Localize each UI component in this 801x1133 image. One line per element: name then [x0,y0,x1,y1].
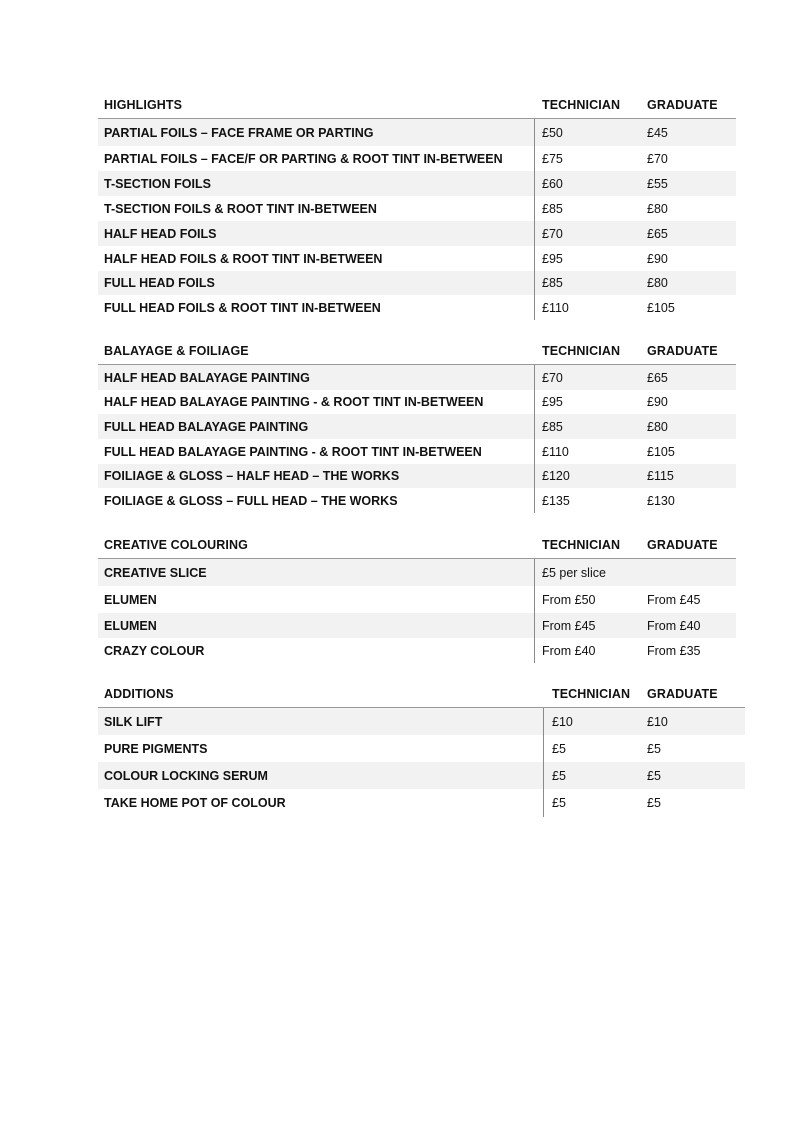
service-name: FULL HEAD FOILS & ROOT TINT IN-BETWEEN [104,300,381,315]
price-table [98,558,736,663]
table-row [98,488,736,513]
service-name: FULL HEAD BALAYAGE PAINTING - & ROOT TINT IN-BETWEEN [104,444,482,459]
technician-price: £75 [542,151,563,166]
table-row [98,246,736,271]
service-name: T-SECTION FOILS [104,176,211,191]
table-row [98,119,736,146]
technician-price: £60 [542,176,563,191]
graduate-price: £105 [647,444,675,459]
section-highlights [98,94,736,320]
table-row [98,586,736,613]
service-name: TAKE HOME POT OF COLOUR [104,796,286,810]
technician-price: £110 [542,444,569,459]
service-name: SILK LIFT [104,714,163,729]
table-row [98,196,736,221]
technician-price: £70 [542,370,563,385]
graduate-price: From £40 [647,618,701,633]
column-header-graduate: GRADUATE [647,344,718,358]
technician-price: £70 [542,226,563,241]
technician-price: £5 [552,796,566,810]
section-header [98,534,736,558]
column-header-technician: TECHNICIAN [542,538,621,552]
section-header [98,683,745,707]
technician-price: £50 [542,125,563,140]
table-row [98,439,736,464]
table-row [98,365,736,390]
graduate-price: £90 [647,395,668,409]
section-title: ADDITIONS [104,687,174,701]
technician-price: From £50 [542,592,596,607]
column-divider [534,119,535,320]
column-divider [534,365,535,513]
table-row [98,762,745,789]
graduate-price: £5 [647,741,661,756]
table-row [98,171,736,196]
service-name: HALF HEAD FOILS [104,226,217,241]
graduate-price: £105 [647,300,675,315]
service-name: PARTIAL FOILS – FACE/F OR PARTING & ROOT TINT IN-BETWEEN [104,151,503,166]
technician-price: From £45 [542,618,596,633]
graduate-price: From £45 [647,592,701,607]
price-table [98,707,745,817]
column-header-technician: TECHNICIAN [552,687,631,701]
service-name: FULL HEAD FOILS [104,276,215,290]
service-name: FOILIAGE & GLOSS – FULL HEAD – THE WORKS [104,493,398,508]
column-divider [534,559,535,663]
graduate-price: £45 [647,125,668,140]
technician-price: £85 [542,201,563,216]
technician-price: From £40 [542,643,596,658]
table-row [98,414,736,439]
section-header [98,340,736,364]
service-name: HALF HEAD BALAYAGE PAINTING - & ROOT TINT IN-BETWEEN [104,395,484,409]
price-table [98,118,736,320]
column-header-graduate: GRADUATE [647,538,718,552]
section-title: HIGHLIGHTS [104,98,183,112]
service-name: HALF HEAD FOILS & ROOT TINT IN-BETWEEN [104,251,383,266]
table-row [98,221,736,246]
graduate-price: £65 [647,370,668,385]
technician-price: £10 [552,714,573,729]
column-header-graduate: GRADUATE [647,98,718,112]
technician-price: £135 [542,493,570,508]
table-row [98,735,745,762]
graduate-price: £130 [647,493,675,508]
column-header-graduate: GRADUATE [647,687,718,701]
graduate-price: £55 [647,176,668,191]
price-table [98,364,736,513]
service-name: COLOUR LOCKING SERUM [104,768,268,783]
service-name: FOILIAGE & GLOSS – HALF HEAD – THE WORKS [104,469,400,483]
section-additions [98,683,745,817]
technician-price: £95 [542,251,563,266]
column-divider [543,708,544,817]
section-title: BALAYAGE & FOILIAGE [104,344,249,358]
column-header-technician: TECHNICIAN [542,344,621,358]
graduate-price: £5 [647,768,661,783]
technician-price: £85 [542,419,563,434]
section-header [98,94,736,118]
table-row [98,390,736,414]
technician-price: £95 [542,395,563,409]
service-name: CRAZY COLOUR [104,643,205,658]
graduate-price: £115 [647,469,674,483]
section-balayage-foiliage [98,340,736,513]
service-name: PARTIAL FOILS – FACE FRAME OR PARTING [104,125,374,140]
service-name: CREATIVE SLICE [104,565,207,580]
graduate-price: From £35 [647,643,701,658]
technician-price: £5 [552,768,566,783]
section-creative-colouring [98,534,736,663]
graduate-price: £80 [647,419,668,434]
graduate-price: £65 [647,226,668,241]
table-row [98,464,736,488]
technician-price: £5 [552,741,566,756]
section-title: CREATIVE COLOURING [104,538,248,552]
graduate-price: £90 [647,251,668,266]
graduate-price: £80 [647,276,668,290]
technician-price: £85 [542,276,563,290]
service-name: T-SECTION FOILS & ROOT TINT IN-BETWEEN [104,201,377,216]
graduate-price: £80 [647,201,668,216]
table-row [98,638,736,663]
table-row [98,271,736,295]
graduate-price: £5 [647,796,661,810]
table-row [98,295,736,320]
graduate-price: £70 [647,151,668,166]
service-name: ELUMEN [104,592,157,607]
service-name: ELUMEN [104,618,157,633]
graduate-price: £10 [647,714,668,729]
service-name: HALF HEAD BALAYAGE PAINTING [104,370,310,385]
table-row [98,789,745,817]
table-row [98,613,736,638]
table-row [98,146,736,171]
service-name: PURE PIGMENTS [104,741,208,756]
technician-price: £110 [542,300,569,315]
service-name: FULL HEAD BALAYAGE PAINTING [104,419,309,434]
table-row [98,559,736,586]
column-header-technician: TECHNICIAN [542,98,621,112]
table-row [98,708,745,735]
technician-price: £120 [542,469,570,483]
technician-price: £5 per slice [542,565,606,580]
